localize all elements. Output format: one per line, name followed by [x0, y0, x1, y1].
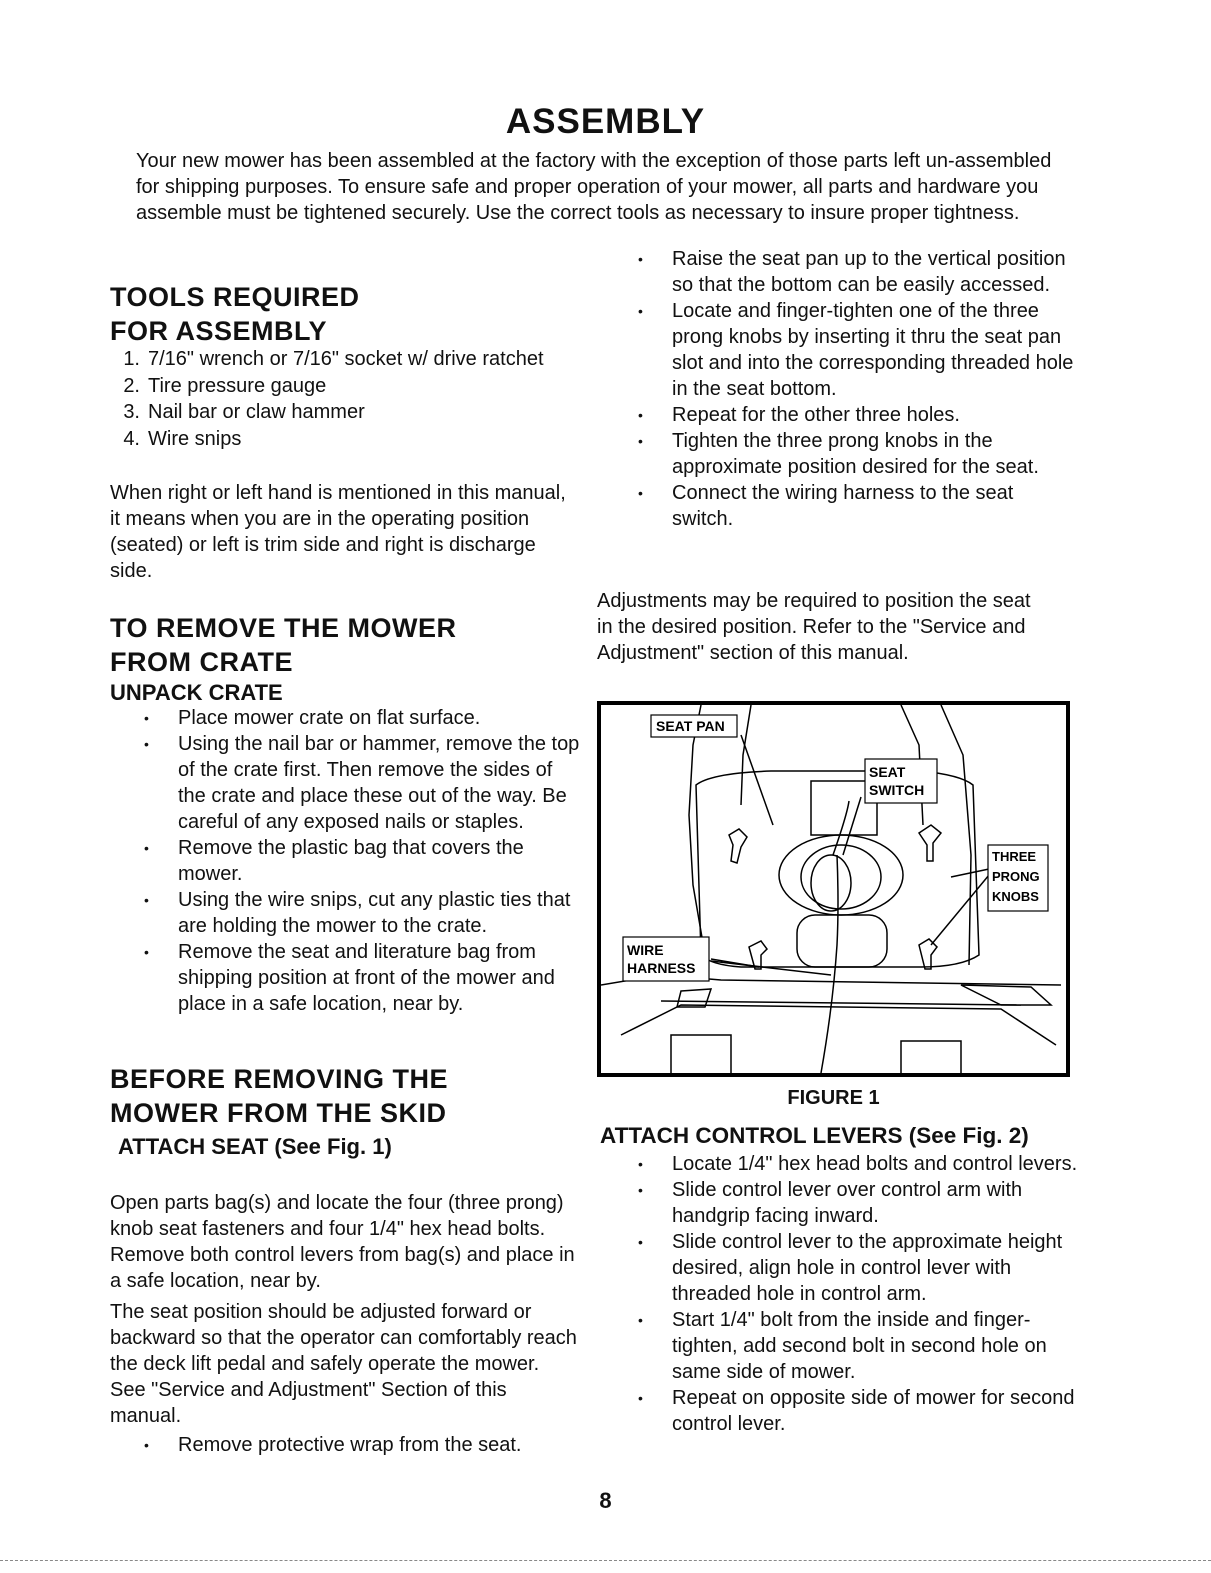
wrap-list: [144, 1432, 584, 1458]
seat-steps-list: [638, 246, 1078, 532]
tools-list: [110, 346, 580, 452]
list-item: • Tighten the three prong knobs in the approximate position desired for the seat.: [638, 428, 1078, 480]
label-seat-switch-2: SWITCH: [869, 782, 925, 798]
bottom-divider: [0, 1560, 1211, 1561]
list-item: • Slide control lever over control arm with handgrip facing inward.: [638, 1177, 1078, 1229]
unpack-subheading: UNPACK CRATE: [110, 680, 283, 705]
list-item: 2. Tire pressure gauge: [123, 374, 327, 397]
page-title: ASSEMBLY: [505, 102, 706, 141]
label-knobs-2: PRONG: [992, 869, 1040, 884]
before-heading-line2: MOWER FROM THE SKID: [110, 1098, 447, 1128]
remove-heading-line1: TO REMOVE THE MOWER: [110, 613, 457, 643]
label-wire-1: WIRE: [627, 942, 664, 958]
unpack-list: [144, 705, 584, 1017]
list-item: • Slide control lever to the approximate height desired, align hole in control lever with threaded hole in control arm.: [638, 1229, 1078, 1307]
label-wire-2: HARNESS: [627, 960, 696, 976]
label-seat-pan: SEAT PAN: [656, 718, 725, 734]
remove-heading-line2: FROM CRATE: [110, 647, 293, 677]
list-item: • Place mower crate on flat surface.: [144, 705, 584, 731]
list-item: • Repeat for the other three holes.: [638, 402, 1078, 428]
list-item: • Using the nail bar or hammer, remove the top of the crate first. Then remove the sides of the crate and place these out of the way. Be careful of any exposed nails or staples.: [144, 731, 584, 835]
list-item: • Raise the seat pan up to the vertical position so that the bottom can be easily accessed.: [638, 246, 1078, 298]
adjustments-note: Adjustments may be required to position the seat in the desired position. Refer to the "Service and Adjustment" section of this manual.: [597, 590, 1031, 664]
list-item: • Using the wire snips, cut any plastic ties that are holding the mower to the crate.: [144, 887, 584, 939]
list-item: • Remove the seat and literature bag from shipping position at front of the mower and place in a safe location, near by.: [144, 939, 584, 1017]
label-knobs-1: THREE: [992, 849, 1037, 864]
levers-list: [638, 1151, 1078, 1437]
before-section: [110, 1062, 580, 1130]
list-item: • Remove the plastic bag that covers the mower.: [144, 835, 584, 887]
tools-section: [110, 280, 580, 348]
list-item: 3. Nail bar or claw hammer: [123, 401, 365, 423]
remove-section: [110, 611, 580, 707]
tools-heading-line2: FOR ASSEMBLY: [110, 316, 328, 346]
levers-heading: ATTACH CONTROL LEVERS (See Fig. 2): [600, 1123, 1029, 1148]
label-knobs-3: KNOBS: [992, 889, 1039, 904]
list-item: • Remove protective wrap from the seat.: [144, 1432, 584, 1458]
figure-1-illustration: [597, 701, 1070, 1077]
seat-position-paragraph: The seat position should be adjusted forward or backward so that the operator can comfortably reach the deck lift pedal and safely operate the mower. See "Service and Adjustment" Section of this manual.: [110, 1301, 577, 1427]
attach-seat-subheading: ATTACH SEAT (See Fig. 1): [118, 1134, 392, 1159]
list-item: 4. Wire snips: [123, 427, 242, 450]
list-item: • Start 1/4" bolt from the inside and finger-tighten, add second bolt in second hole on same side of mower.: [638, 1307, 1078, 1385]
before-heading-line1: BEFORE REMOVING THE: [110, 1064, 449, 1094]
list-item: • Connect the wiring harness to the seat switch.: [638, 480, 1078, 532]
list-item: 1. 7/16" wrench or 7/16" socket w/ drive ratchet: [123, 348, 544, 370]
list-item: • Repeat on opposite side of mower for second control lever.: [638, 1385, 1078, 1437]
label-seat-switch-1: SEAT: [869, 764, 906, 780]
page-number: 8: [599, 1488, 612, 1513]
tools-heading-line1: TOOLS REQUIRED: [110, 282, 360, 312]
parts-paragraph: Open parts bag(s) and locate the four (three prong) knob seat fasteners and four 1/4" hex head bolts. Remove both control levers from bag(s) and place in a safe location, near by.: [110, 1192, 575, 1292]
figure-caption: FIGURE 1: [787, 1087, 880, 1109]
list-item: • Locate 1/4" hex head bolts and control levers.: [638, 1151, 1078, 1177]
intro-paragraph: Your new mower has been assembled at the factory with the exception of those parts left un-assembled for shipping purposes. To ensure safe and proper operation of your mower, all parts and hardware you assemble must be tightened securely. Use the correct tools as necessary to insure proper tightness.: [136, 150, 1052, 224]
hand-note: When right or left hand is mentioned in this manual, it means when you are in the operating position (seated) or left is trim side and right is discharge side.: [110, 482, 566, 582]
seat-bottom-drawing: [601, 705, 1066, 1073]
list-item: • Locate and finger-tighten one of the three prong knobs by inserting it thru the seat pan slot and into the corresponding threaded hole in the seat bottom.: [638, 298, 1078, 402]
